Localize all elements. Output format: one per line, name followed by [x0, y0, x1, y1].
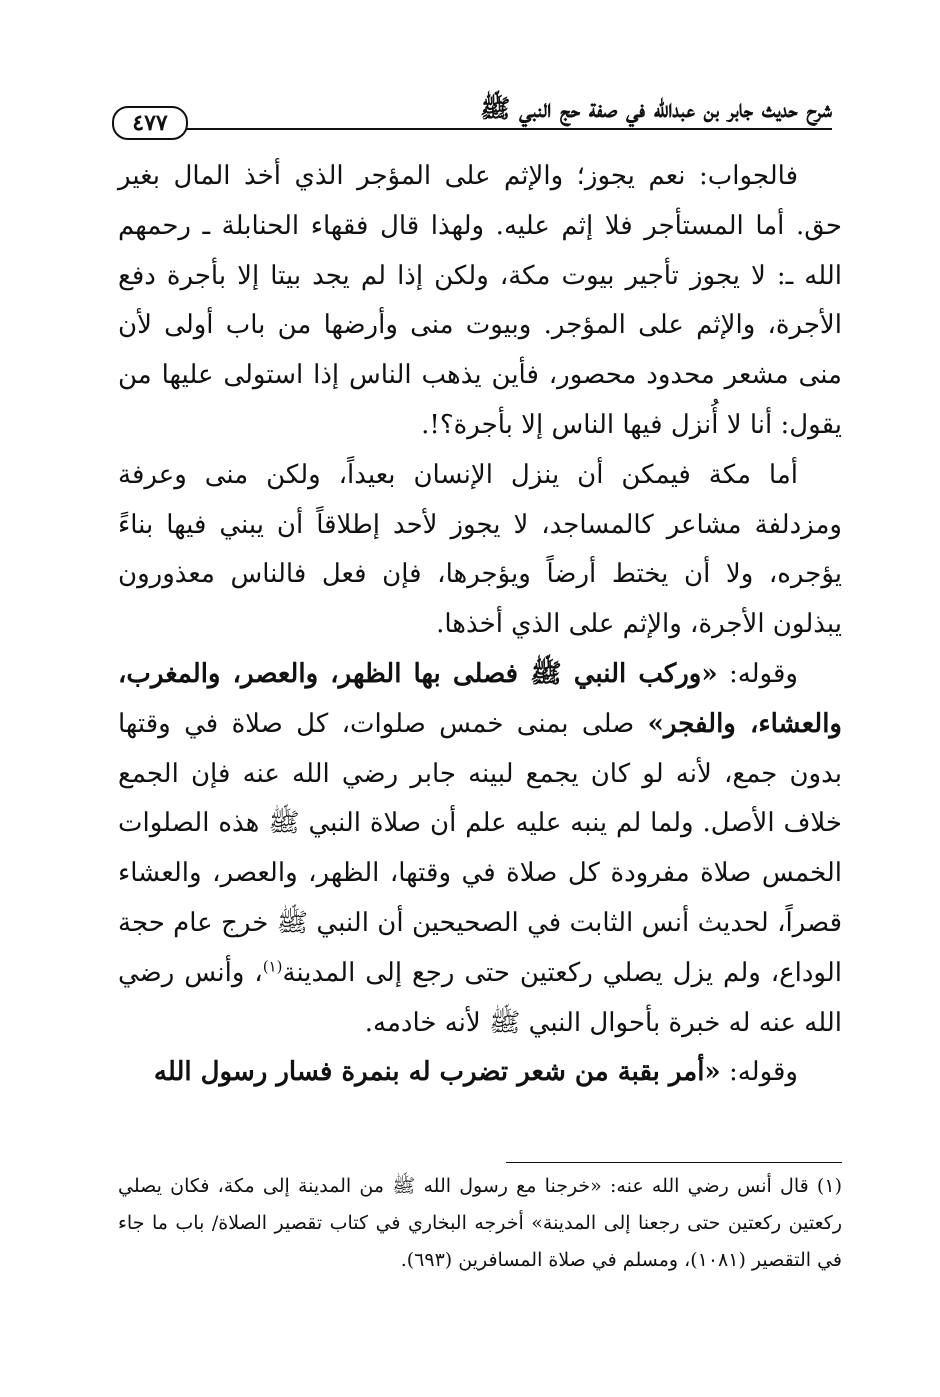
main-text — [118, 152, 842, 1098]
page-number: ٤٧٧ — [112, 106, 188, 140]
paragraph-4 — [118, 1048, 842, 1098]
header-rule — [182, 128, 832, 130]
footnote-separator — [506, 1162, 842, 1163]
paragraph-4-lead: وقوله: — [720, 1057, 798, 1088]
running-header — [112, 92, 832, 138]
footnotes — [118, 1168, 842, 1279]
footnote-1: (١) قال أنس رضي الله عنه: «خرجنا مع رسول الله ﷺ من المدينة إلى مكة، فكان يصلي ركعتين ركعتين حتى رجعنا إلى المدينة» أخرجه البخاري في كتاب تقصير الصلاة/ باب ما جاء في التقصير (١٠٨١)، ومسلم في صلاة المسافرين (٦٩٣). — [118, 1175, 842, 1271]
hadith-quote-2: «أمر بقبة من شعر تضرب له بنمرة فسار رسول الله — [153, 1057, 721, 1088]
paragraph-2: أما مكة فيمكن أن ينزل الإنسان بعيداً، ولكن منى وعرفة ومزدلفة مشاعر كالمساجد، لا يجوز لأحد إطلاقاً أن يبني فيها بناءً يؤجره، ولا أن يختط أرضاً ويؤجرها، فإن فعل فالناس معذورون يبذلون الأجرة، والإثم على الذي أخذها. — [118, 459, 842, 640]
header-title: شرح حديث جابر بن عبدالله في صفة حج النبي ﷺ — [480, 94, 832, 123]
hadith-quote-1: «وركب النبي ﷺ فصلى بها الظهر، والعصر، والمغرب، والعشاء، والفجر» — [118, 658, 842, 739]
paragraph-3-lead: وقوله: — [717, 658, 798, 689]
paragraph-3-text-b: ، وأنس رضي الله عنه له خبرة بأحوال النبي ﷺ لأنه خادمه. — [118, 957, 842, 1038]
paragraph-1: فالجواب: نعم يجوز؛ والإثم على المؤجر الذي أخذ المال بغير حق. أما المستأجر فلا إثم عليه. ولهذا قال فقهاء الحنابلة ـ رحمهم الله ـ: لا يجوز تأجير بيوت مكة، ولكن إذا لم يجد بيتا إلا بأجرة دفع الأجرة، والإثم على المؤجر. وبيوت منى وأرضها من باب أولى لأن منى مشعر محدود محصور، فأين يذهب الناس إذا استولى عليها من يقول: أنا لا أُنزل فيها الناس إلا بأجرة؟!. — [118, 161, 842, 440]
footnote-ref-1: (١) — [262, 957, 283, 976]
paragraph-3-text-a: صلى بمنى خمس صلوات، كل صلاة في وقتها بدون جمع، لأنه لو كان يجمع لبينه جابر رضي الله عنه فإن الجمع خلاف الأصل. ولما لم ينبه عليه علم أن صلاة النبي ﷺ هذه الصلوات الخمس صلاة مفرودة كل صلاة في وقتها، الظهر، والعصر، والعشاء قصراً، لحديث أنس الثابت في الصحيحين أن النبي ﷺ خرج عام حجة الوداع، ولم يزل يصلي ركعتين حتى رجع إلى المدينة — [118, 708, 842, 988]
paragraph-3 — [118, 650, 842, 1048]
